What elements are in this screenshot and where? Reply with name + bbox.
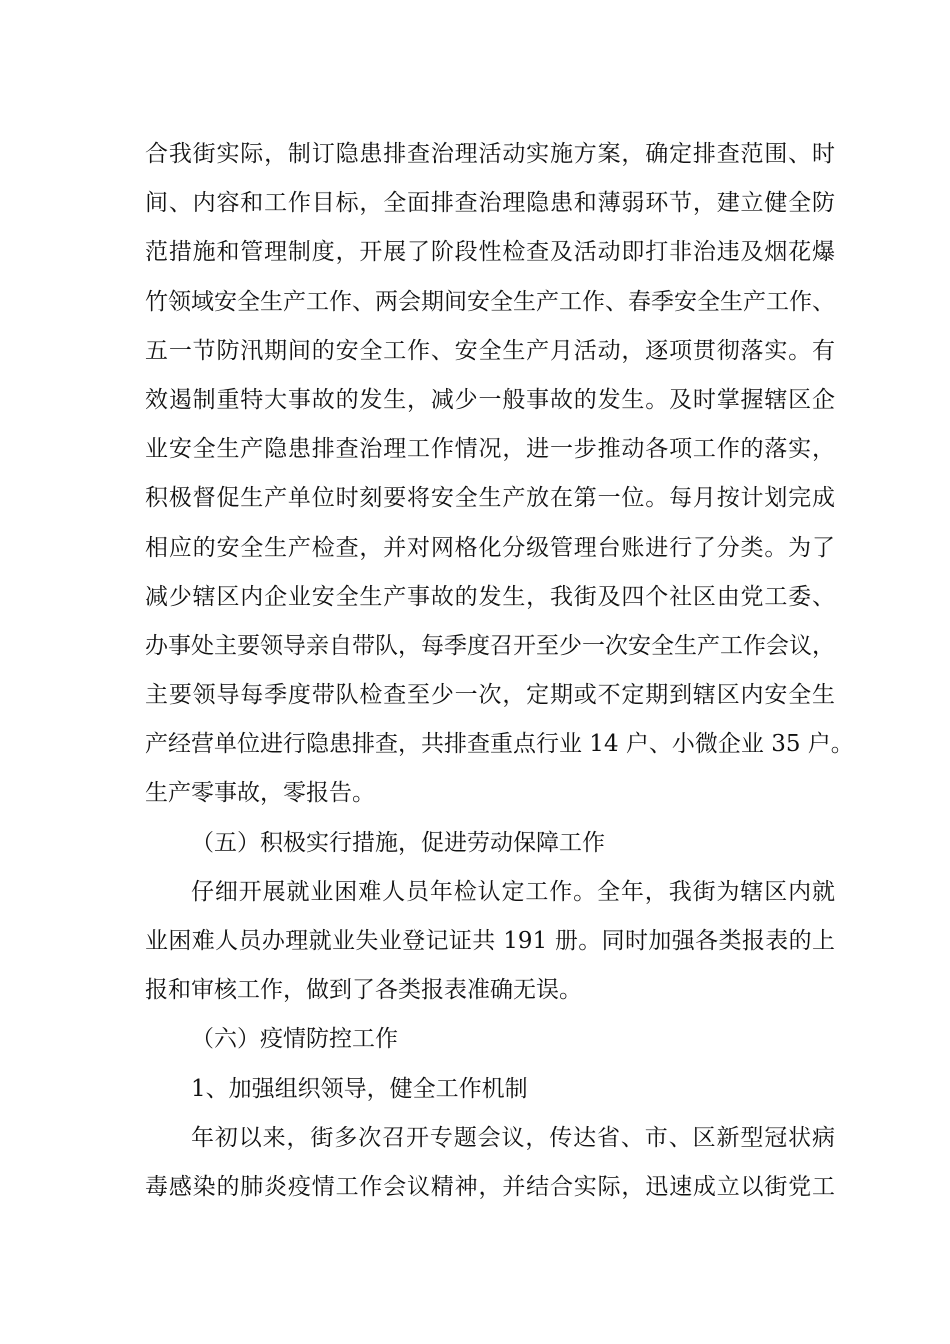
text-line: 仔细开展就业困难人员年检认定工作。全年，我街为辖区内就: [191, 878, 835, 905]
text-line: 间、内容和工作目标，全面排查治理隐患和薄弱环节，建立健全防: [145, 190, 835, 217]
text-line: 报和审核工作，做到了各类报表准确无误。: [145, 977, 582, 1004]
body-text: [145, 130, 854, 1212]
text-line: 办事处主要领导亲自带队，每季度召开至少一次安全生产工作会议，: [145, 632, 835, 659]
text-line: 五一节防汛期间的安全工作、安全生产月活动，逐项贯彻落实。有: [145, 337, 835, 364]
text-line: 竹领域安全生产工作、两会期间安全生产工作、春季安全生产工作、: [145, 288, 835, 315]
text-line: 毒感染的肺炎疫情工作会议精神，并结合实际，迅速成立以街党工: [145, 1173, 835, 1200]
text-line: 效遏制重特大事故的发生，减少一般事故的发生。及时掌握辖区企: [145, 386, 835, 413]
text-line: 积极督促生产单位时刻要将安全生产放在第一位。每月按计划完成: [145, 485, 835, 512]
subsection-heading: 1、加强组织领导，健全工作机制: [191, 1075, 528, 1102]
text-line: 相应的安全生产检查，并对网格化分级管理台账进行了分类。为了: [145, 534, 835, 561]
text-line: 生产零事故，零报告。: [145, 780, 375, 807]
text-line: 业安全生产隐患排查治理工作情况，进一步推动各项工作的落实，: [145, 436, 835, 463]
text-line: 合我街实际，制订隐患排查治理活动实施方案，确定排查范围、时: [145, 141, 835, 167]
text-line: 年初以来，街多次召开专题会议，传达省、市、区新型冠状病: [191, 1124, 835, 1151]
section-heading: （五）积极实行措施，促进劳动保障工作: [191, 829, 605, 856]
text-line: 业困难人员办理就业失业登记证共 191 册。同时加强各类报表的上: [145, 928, 835, 954]
text-line: 主要领导每季度带队检查至少一次，定期或不定期到辖区内安全生: [145, 682, 835, 709]
section-heading: （六）疫情防控工作: [191, 1026, 398, 1053]
text-line: 减少辖区内企业安全生产事故的发生，我街及四个社区由党工委、: [145, 583, 835, 610]
text-line: 产经营单位进行隐患排查，共排查重点行业 14 户、小微企业 35 户。: [145, 731, 854, 758]
text-line: 范措施和管理制度，开展了阶段性检查及活动即打非治违及烟花爆: [145, 239, 835, 266]
